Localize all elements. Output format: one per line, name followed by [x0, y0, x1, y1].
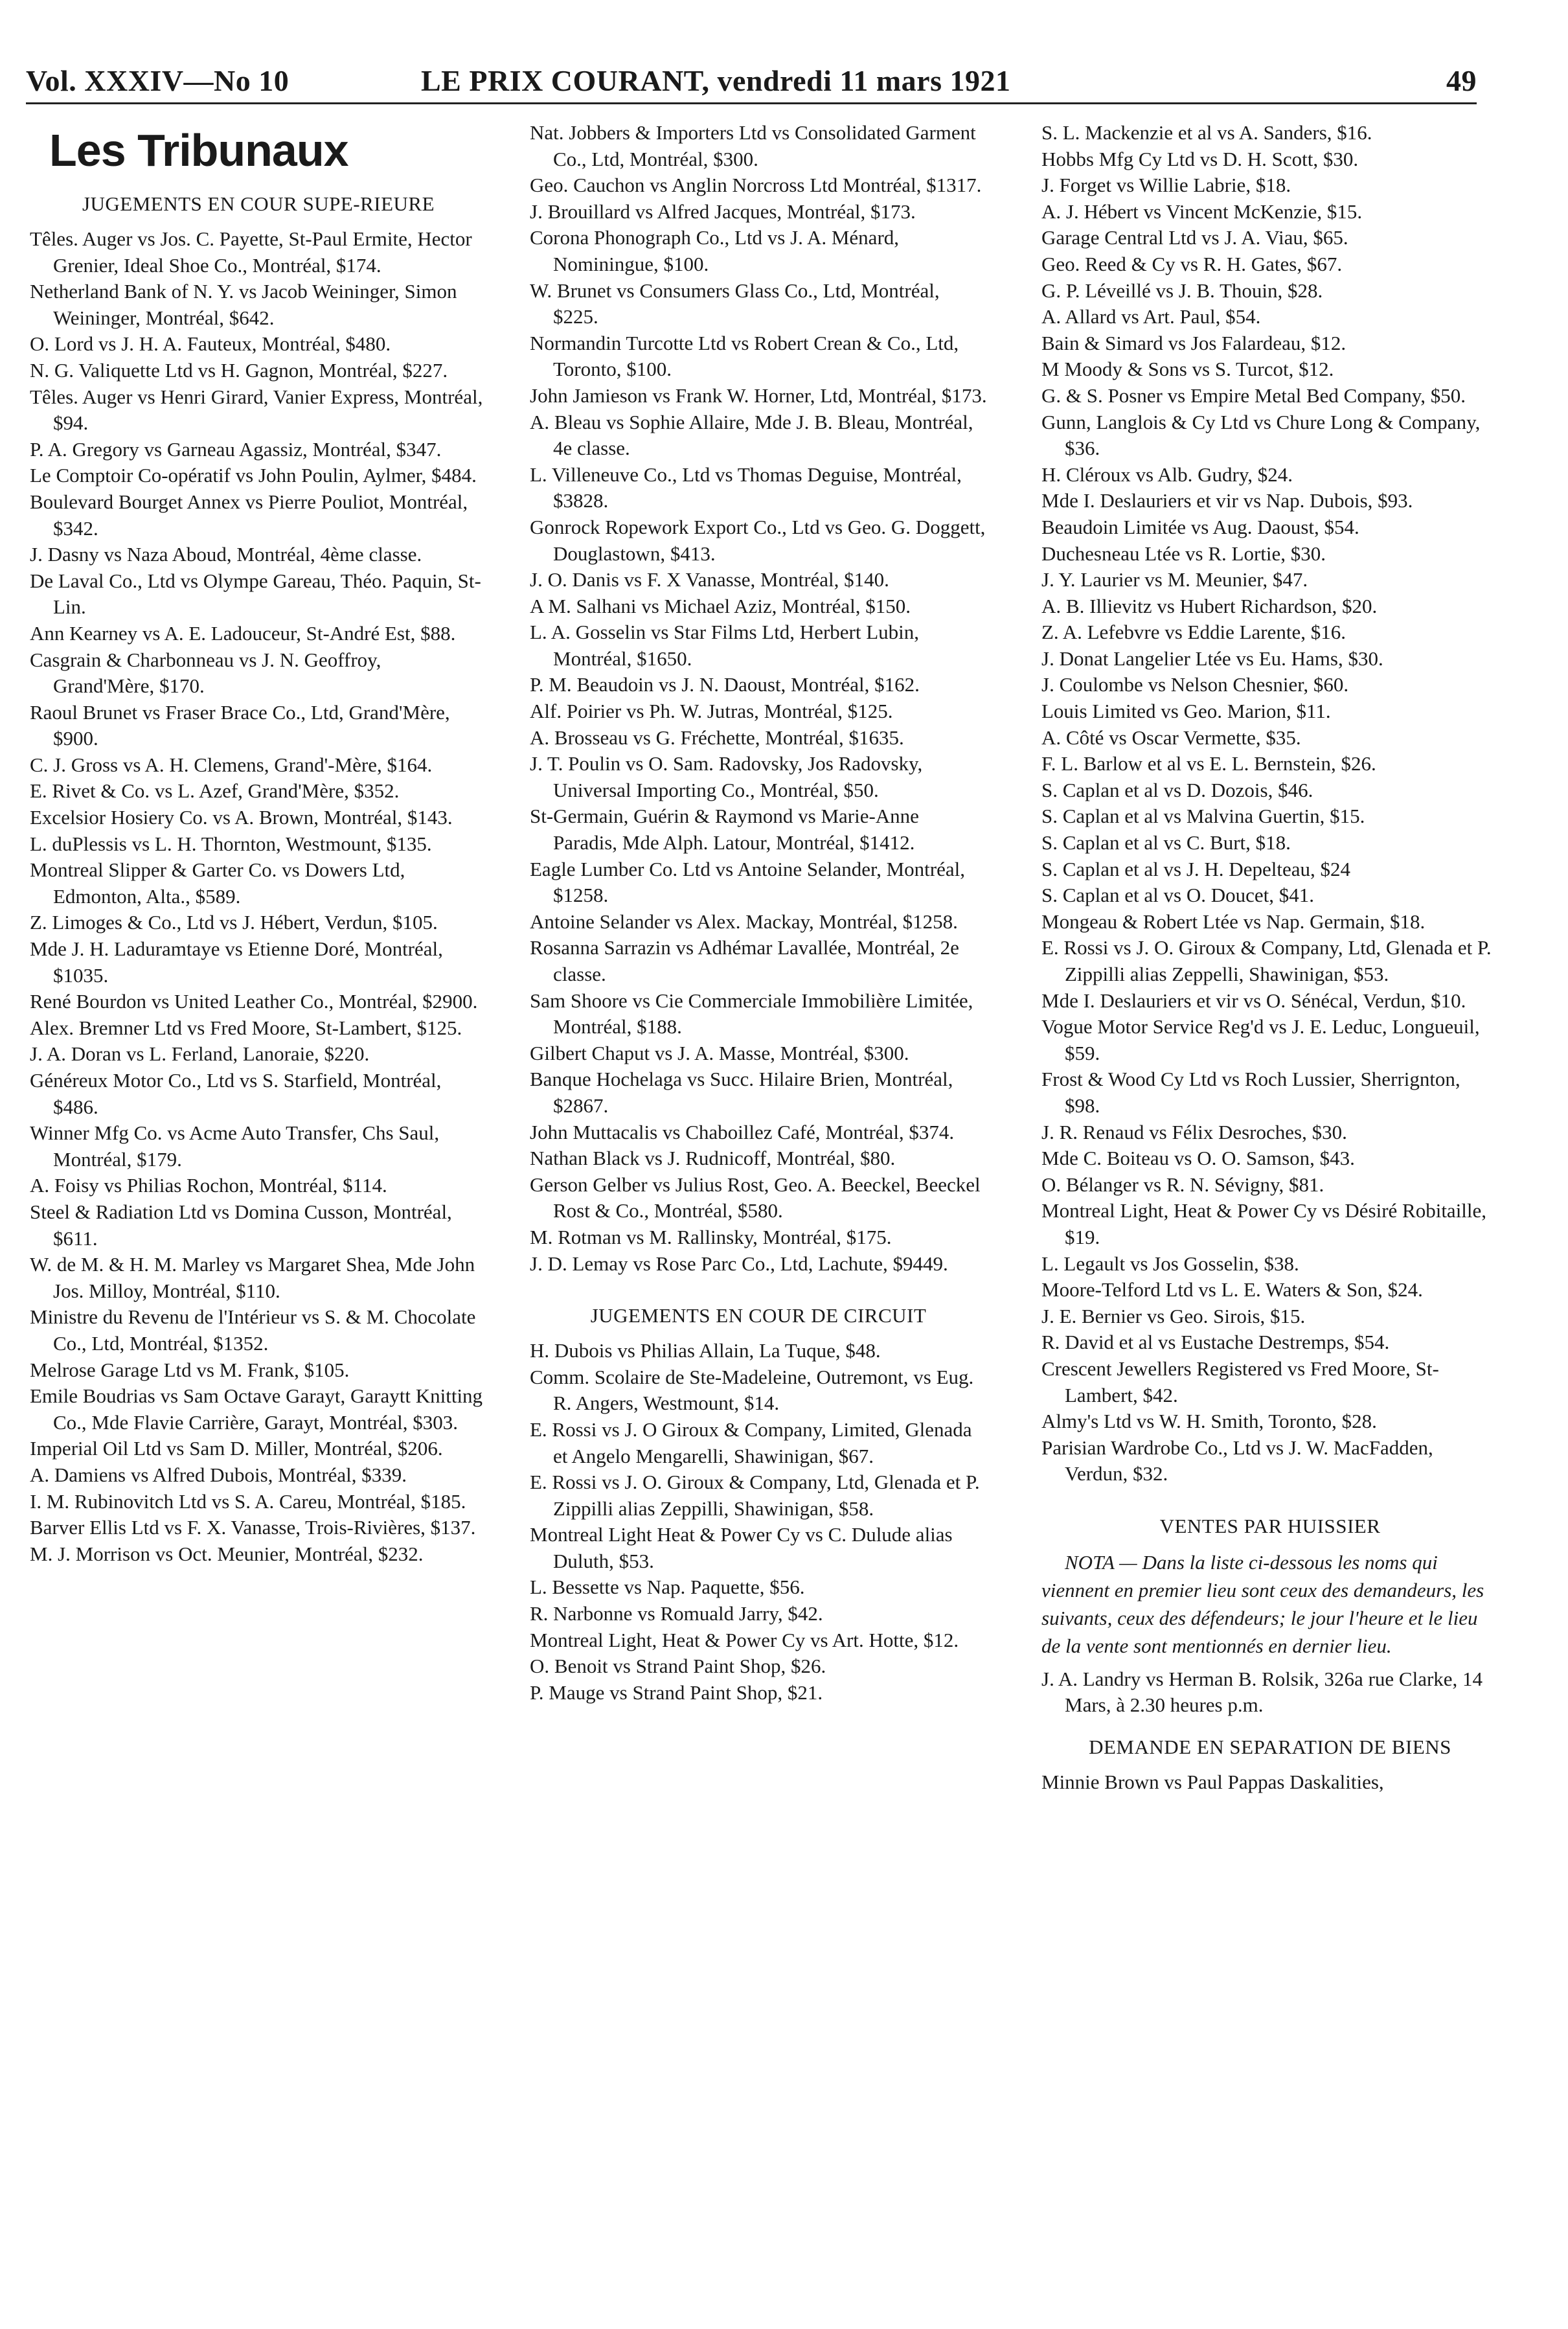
judgment-entry: Gunn, Langlois & Cy Ltd vs Chure Long & Company, $36.	[1041, 410, 1481, 460]
judgment-entry: A M. Salhani vs Michael Aziz, Montréal, $150.	[530, 594, 911, 617]
judgment-entry: Excelsior Hosiery Co. vs A. Brown, Montréal, $143.	[30, 806, 453, 829]
column-2	[530, 120, 987, 1706]
section-heading-cour-de-circuit: JUGEMENTS EN COUR DE CIRCUIT	[590, 1304, 927, 1327]
judgment-entry: A. Damiens vs Alfred Dubois, Montréal, $339.	[30, 1463, 407, 1486]
judgment-entry: E. Rossi vs J. O. Giroux & Company, Ltd, Glenada et P. Zippilli alias Zeppelli, Shawinigan, $53.	[1041, 936, 1492, 985]
judgment-entry: M Moody & Sons vs S. Turcot, $12.	[1041, 358, 1334, 381]
judgment-entry: J. Forget vs Willie Labrie, $18.	[1041, 174, 1291, 197]
judgment-entry: Sam Shoore vs Cie Commerciale Immobilière Limitée, Montréal, $188.	[530, 989, 973, 1038]
judgment-entry: Montreal Light, Heat & Power Cy vs Art. Hotte, $12.	[530, 1628, 959, 1651]
judgment-entry: Têles. Auger vs Jos. C. Payette, St-Paul Ermite, Hector Grenier, Ideal Shoe Co., Montréal, $174.	[30, 227, 472, 277]
judgment-entry: Nathan Black vs J. Rudnicoff, Montréal, $80.	[530, 1147, 896, 1170]
judgment-entry: Eagle Lumber Co. Ltd vs Antoine Selander, Montréal, $1258.	[530, 857, 965, 907]
judgment-entry: E. Rossi vs J. O Giroux & Company, Limited, Glenada et Angelo Mengarelli, Shawinigan, $67.	[530, 1417, 972, 1467]
judgment-entry: S. Caplan et al vs O. Doucet, $41.	[1041, 884, 1315, 907]
judgment-entry: Frost & Wood Cy Ltd vs Roch Lussier, Sherrignton, $98.	[1041, 1068, 1460, 1117]
judgment-entry: J. Donat Langelier Ltée vs Eu. Hams, $30.	[1041, 647, 1383, 670]
judgment-entry: J. D. Lemay vs Rose Parc Co., Ltd, Lachute, $9449.	[530, 1252, 948, 1275]
judgment-entry: Corona Phonograph Co., Ltd vs J. A. Ménard, Nominingue, $100.	[530, 226, 900, 275]
column-1	[30, 120, 487, 1567]
judgment-entry: Raoul Brunet vs Fraser Brace Co., Ltd, Grand'Mère, $900.	[30, 700, 450, 750]
judgment-entry: L. A. Gosselin vs Star Films Ltd, Herbert Lubin, Montréal, $1650.	[530, 621, 920, 670]
judgment-entry: Casgrain & Charbonneau vs J. N. Geoffroy, Grand'Mère, $170.	[30, 648, 381, 698]
judgment-entry: L. duPlessis vs L. H. Thornton, Westmount, $135.	[30, 832, 432, 855]
separation-entry: Minnie Brown vs Paul Pappas Daskalities,	[1041, 1771, 1384, 1794]
judgment-entry: Banque Hochelaga vs Succ. Hilaire Brien, Montréal, $2867.	[530, 1068, 953, 1117]
judgment-entry: Moore-Telford Ltd vs L. E. Waters & Son, $24.	[1041, 1278, 1423, 1302]
judgment-entry: Mde I. Deslauriers et vir vs O. Sénécal, Verdun, $10.	[1041, 989, 1466, 1012]
judgment-entry: Boulevard Bourget Annex vs Pierre Pouliot, Montréal, $342.	[30, 490, 468, 540]
judgment-entry: I. M. Rubinovitch Ltd vs S. A. Careu, Montréal, $185.	[30, 1489, 466, 1513]
judgment-entry: Barver Ellis Ltd vs F. X. Vanasse, Trois-Rivières, $137.	[30, 1516, 476, 1539]
newspaper-title: LE PRIX COURANT, vendredi 11 mars 1921	[421, 64, 1011, 97]
judgment-entry: Mongeau & Robert Ltée vs Nap. Germain, $18.	[1041, 910, 1426, 933]
judgment-entry: Crescent Jewellers Registered vs Fred Moore, St-Lambert, $42.	[1041, 1357, 1439, 1406]
judgment-entry: Comm. Scolaire de Ste-Madeleine, Outremont, vs Eug. R. Angers, Westmount, $14.	[530, 1365, 974, 1415]
judgment-entry: J. A. Doran vs L. Ferland, Lanoraie, $220.	[30, 1042, 370, 1066]
judgment-entry: Ann Kearney vs A. E. Ladouceur, St-André Est, $88.	[30, 621, 456, 645]
judgment-entry: S. L. Mackenzie et al vs A. Sanders, $16.	[1041, 121, 1372, 144]
page-number: 49	[1446, 64, 1477, 97]
judgment-list-2a	[530, 120, 987, 1277]
judgment-entry: P. A. Gregory vs Garneau Agassiz, Montréal, $347.	[30, 437, 442, 461]
judgment-list-1	[30, 226, 487, 1567]
judgment-entry: L. Bessette vs Nap. Paquette, $56.	[530, 1576, 805, 1599]
judgment-entry: J. Coulombe vs Nelson Chesnier, $60.	[1041, 673, 1349, 696]
judgment-entry: S. Caplan et al vs C. Burt, $18.	[1041, 831, 1291, 855]
judgment-entry: Steel & Radiation Ltd vs Domina Cusson, Montréal, $611.	[30, 1200, 452, 1250]
judgment-entry: Montreal Slipper & Garter Co. vs Dowers Ltd, Edmonton, Alta., $589.	[30, 858, 405, 908]
judgment-entry: Alf. Poirier vs Ph. W. Jutras, Montréal, $125.	[530, 700, 893, 723]
judgment-entry: Têles. Auger vs Henri Girard, Vanier Express, Montréal, $94.	[30, 385, 483, 435]
section-heading-separation: DEMANDE EN SEPARATION DE BIENS	[1089, 1736, 1451, 1759]
judgment-entry: Duchesneau Ltée vs R. Lortie, $30.	[1041, 542, 1326, 565]
judgment-entry: W. Brunet vs Consumers Glass Co., Ltd, Montréal, $225.	[530, 279, 940, 328]
judgment-entry: M. J. Morrison vs Oct. Meunier, Montréal, $232.	[30, 1542, 424, 1565]
judgment-entry: Almy's Ltd vs W. H. Smith, Toronto, $28.	[1041, 1410, 1377, 1433]
judgment-entry: J. R. Renaud vs Félix Desroches, $30.	[1041, 1120, 1347, 1143]
judgment-entry: Imperial Oil Ltd vs Sam D. Miller, Montréal, $206.	[30, 1437, 443, 1460]
judgment-entry: De Laval Co., Ltd vs Olympe Gareau, Théo. Paquin, St-Lin.	[30, 569, 481, 619]
judgment-entry: R. David et al vs Eustache Destremps, $54.	[1041, 1331, 1390, 1354]
judgment-entry: Netherland Bank of N. Y. vs Jacob Weininger, Simon Weininger, Montréal, $642.	[30, 280, 457, 329]
judgment-entry: A. Brosseau vs G. Fréchette, Montréal, $1635.	[530, 726, 904, 749]
judgment-entry: Mde J. H. Laduramtaye vs Etienne Doré, Montréal, $1035.	[30, 937, 443, 987]
nota-label: NOTA —	[1065, 1550, 1137, 1574]
judgment-entry: Mde I. Deslauriers et vir vs Nap. Dubois, $93.	[1041, 489, 1413, 512]
judgment-entry: John Muttacalis vs Chaboillez Café, Montréal, $374.	[530, 1120, 955, 1143]
volume-label: Vol. XXXIV—No 10	[26, 64, 290, 97]
judgment-entry: Alex. Bremner Ltd vs Fred Moore, St-Lambert, $125.	[30, 1016, 462, 1039]
judgment-entry: A. B. Illievitz vs Hubert Richardson, $20.	[1041, 594, 1378, 617]
section-heading-cour-superieure: JUGEMENTS EN COUR SUPE-RIEURE	[82, 192, 435, 215]
judgment-entry: Emile Boudrias vs Sam Octave Garayt, Garaytt Knitting Co., Mde Flavie Carrière, Garayt, Montréal, $303.	[30, 1384, 483, 1434]
judgment-entry: H. Cléroux vs Alb. Gudry, $24.	[1041, 463, 1293, 486]
judgment-entry: S. Caplan et al vs J. H. Depelteau, $24	[1041, 857, 1350, 880]
judgment-entry: J. T. Poulin vs O. Sam. Radovsky, Jos Radovsky, Universal Importing Co., Montréal, $50.	[530, 752, 923, 801]
judgment-entry: O. Lord vs J. H. A. Fauteux, Montréal, $480.	[30, 332, 391, 356]
judgment-entry: Bain & Simard vs Jos Falardeau, $12.	[1041, 331, 1346, 354]
judgment-entry: Mde C. Boiteau vs O. O. Samson, $43.	[1041, 1147, 1355, 1170]
section-title: Les Tribunaux	[49, 125, 348, 176]
judgment-entry: S. Caplan et al vs D. Dozois, $46.	[1041, 778, 1313, 801]
judgment-entry: Normandin Turcotte Ltd vs Robert Crean & Co., Ltd, Toronto, $100.	[530, 331, 959, 381]
page-header	[26, 63, 1477, 104]
judgment-entry: A. Côté vs Oscar Vermette, $35.	[1041, 726, 1301, 749]
judgment-entry: Gonrock Ropework Export Co., Ltd vs Geo. G. Doggett, Douglastown, $413.	[530, 515, 986, 565]
judgment-entry: John Jamieson vs Frank W. Horner, Ltd, Montréal, $173.	[530, 384, 987, 407]
vente-entry: J. A. Landry vs Herman B. Rolsik, 326a rue Clarke, 14 Mars, à 2.30 heures p.m.	[1041, 1667, 1483, 1717]
judgment-entry: Ministre du Revenu de l'Intérieur vs S. & M. Chocolate Co., Ltd, Montréal, $1352.	[30, 1305, 476, 1355]
judgment-entry: G. P. Léveillé vs J. B. Thouin, $28.	[1041, 279, 1323, 302]
judgment-entry: W. de M. & H. M. Marley vs Margaret Shea, Mde John Jos. Milloy, Montréal, $110.	[30, 1253, 475, 1302]
judgment-list-2b	[530, 1338, 987, 1706]
judgment-entry: Gerson Gelber vs Julius Rost, Geo. A. Beeckel, Beeckel Rost & Co., Montréal, $580.	[530, 1173, 981, 1222]
judgment-entry: A. J. Hébert vs Vincent McKenzie, $15.	[1041, 200, 1363, 223]
judgment-entry: A. Allard vs Art. Paul, $54.	[1041, 305, 1261, 328]
judgment-entry: J. E. Bernier vs Geo. Sirois, $15.	[1041, 1304, 1306, 1327]
judgment-entry: Nat. Jobbers & Importers Ltd vs Consolidated Garment Co., Ltd, Montréal, $300.	[530, 121, 976, 170]
judgment-entry: Parisian Wardrobe Co., Ltd vs J. W. MacFadden, Verdun, $32.	[1041, 1436, 1433, 1486]
section-heading-ventes: VENTES PAR HUISSIER	[1159, 1514, 1381, 1537]
judgment-entry: Rosanna Sarrazin vs Adhémar Lavallée, Montréal, 2e classe.	[530, 936, 959, 985]
judgment-entry: P. Mauge vs Strand Paint Shop, $21.	[530, 1681, 823, 1704]
judgment-entry: A. Foisy vs Philias Rochon, Montréal, $114.	[30, 1174, 387, 1197]
judgment-entry: Le Comptoir Co-opératif vs John Poulin, Aylmer, $484.	[30, 464, 477, 487]
judgment-entry: E. Rivet & Co. vs L. Azef, Grand'Mère, $352.	[30, 779, 400, 803]
judgment-entry: J. Brouillard vs Alfred Jacques, Montréal, $173.	[530, 200, 916, 223]
judgment-entry: Winner Mfg Co. vs Acme Auto Transfer, Chs Saul, Montréal, $179.	[30, 1121, 440, 1171]
column-3	[1041, 120, 1499, 1796]
judgment-entry: Geo. Cauchon vs Anglin Norcross Ltd Montréal, $1317.	[530, 174, 982, 197]
judgment-entry: A. Bleau vs Sophie Allaire, Mde J. B. Bleau, Montréal, 4e classe.	[530, 410, 973, 460]
nota-text: Dans la liste ci-dessous les noms qui viennent en premier lieu sont ceux des demandeurs, les suivants, ceux des défendeurs; le jour l'heure et le lieu de la vente sont mentionnés en dernier lieu.	[1041, 1550, 1484, 1657]
judgment-entry: G. & S. Posner vs Empire Metal Bed Company, $50.	[1041, 384, 1466, 407]
judgment-entry: Montreal Light, Heat & Power Cy vs Désiré Robitaille, $19.	[1041, 1199, 1487, 1248]
judgment-entry: R. Narbonne vs Romuald Jarry, $42.	[530, 1602, 823, 1625]
judgment-entry: L. Villeneuve Co., Ltd vs Thomas Deguise, Montréal, $3828.	[530, 463, 962, 512]
judgment-entry: S. Caplan et al vs Malvina Guertin, $15.	[1041, 805, 1365, 828]
judgment-entry: L. Legault vs Jos Gosselin, $38.	[1041, 1252, 1299, 1275]
judgment-entry: F. L. Barlow et al vs E. L. Bernstein, $26.	[1041, 752, 1376, 775]
judgment-entry: Geo. Reed & Cy vs R. H. Gates, $67.	[1041, 252, 1343, 275]
judgment-entry: P. M. Beaudoin vs J. N. Daoust, Montréal, $162.	[530, 673, 920, 696]
judgment-entry: Z. Limoges & Co., Ltd vs J. Hébert, Verdun, $105.	[30, 911, 438, 934]
judgment-entry: O. Bélanger vs R. N. Sévigny, $81.	[1041, 1173, 1324, 1196]
judgment-entry: H. Dubois vs Philias Allain, La Tuque, $48.	[530, 1339, 881, 1362]
judgment-entry: Garage Central Ltd vs J. A. Viau, $65.	[1041, 226, 1348, 249]
judgment-entry: J. O. Danis vs F. X Vanasse, Montréal, $140.	[530, 568, 889, 591]
judgment-entry: C. J. Gross vs A. H. Clemens, Grand'-Mère, $164.	[30, 753, 433, 776]
judgment-entry: Louis Limited vs Geo. Marion, $11.	[1041, 700, 1331, 723]
judgment-entry: O. Benoit vs Strand Paint Shop, $26.	[530, 1655, 826, 1678]
judgment-entry: E. Rossi vs J. O. Giroux & Company, Ltd, Glenada et P. Zippilli alias Zeppilli, Shawinigan, $58.	[530, 1471, 980, 1520]
judgment-entry: J. Y. Laurier vs M. Meunier, $47.	[1041, 568, 1308, 591]
judgment-entry: Beaudoin Limitée vs Aug. Daoust, $54.	[1041, 515, 1359, 538]
judgment-entry: Hobbs Mfg Cy Ltd vs D. H. Scott, $30.	[1041, 147, 1359, 170]
judgment-entry: N. G. Valiquette Ltd vs H. Gagnon, Montréal, $227.	[30, 358, 448, 382]
judgment-entry: Melrose Garage Ltd vs M. Frank, $105.	[30, 1358, 350, 1381]
judgment-entry: Antoine Selander vs Alex. Mackay, Montréal, $1258.	[530, 910, 958, 933]
judgment-entry: M. Rotman vs M. Rallinsky, Montréal, $175.	[530, 1225, 892, 1248]
judgment-entry: Vogue Motor Service Reg'd vs J. E. Leduc, Longueuil, $59.	[1041, 1015, 1480, 1064]
judgment-entry: St-Germain, Guérin & Raymond vs Marie-Anne Paradis, Mde Alph. Latour, Montréal, $1412.	[530, 805, 919, 855]
nota-paragraph	[1041, 1548, 1499, 1660]
judgment-entry: Z. A. Lefebvre vs Eddie Larente, $16.	[1041, 621, 1346, 644]
judgment-entry: René Bourdon vs United Leather Co., Montréal, $2900.	[30, 990, 478, 1013]
judgment-list-3	[1041, 120, 1499, 1487]
judgment-entry: Montreal Light Heat & Power Cy vs C. Dulude alias Duluth, $53.	[530, 1523, 953, 1572]
judgment-entry: Généreux Motor Co., Ltd vs S. Starfield, Montréal, $486.	[30, 1069, 442, 1118]
judgment-entry: Gilbert Chaput vs J. A. Masse, Montréal, $300.	[530, 1041, 909, 1064]
judgment-entry: J. Dasny vs Naza Aboud, Montréal, 4ème classe.	[30, 543, 422, 566]
